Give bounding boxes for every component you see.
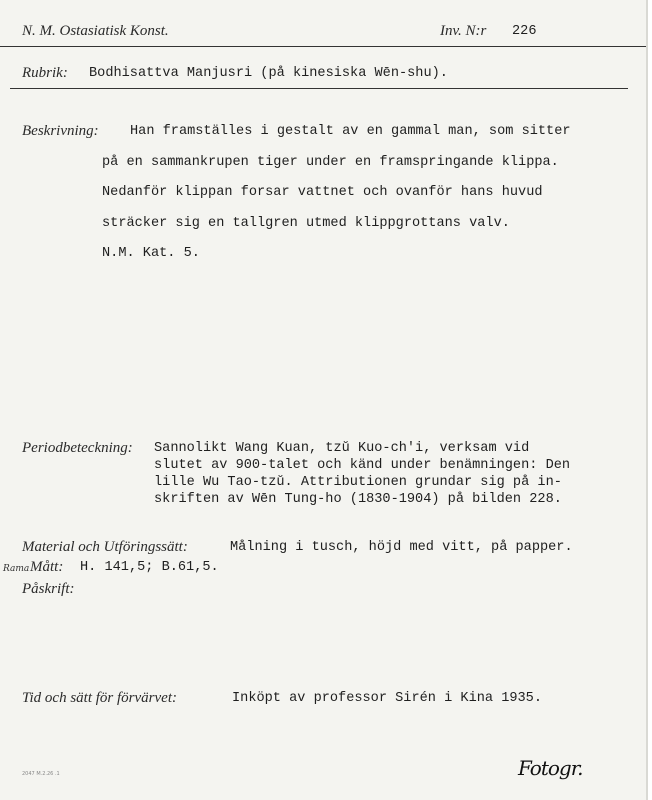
inventory-number: 226	[512, 24, 537, 39]
matt-label: Mått:	[30, 559, 64, 575]
material-value: Målning i tusch, höjd med vitt, på papper.	[230, 540, 573, 555]
acquisition-label: Tid och sätt för förvärvet:	[22, 690, 177, 706]
period-line: slutet av 900-talet och känd under benämningen: Den	[154, 458, 571, 473]
rubrik-value: Bodhisattva Manjusri (på kinesiska Wēn-shu).	[89, 66, 448, 81]
beskrivning-line: Nedanför klippan forsar vattnet och ovanför hans huvud	[102, 185, 543, 200]
period-label: Periodbeteckning:	[22, 440, 133, 456]
inventory-label: Inv. N:r	[440, 23, 487, 39]
material-label: Material och Utföringssätt:	[22, 539, 188, 555]
matt-value: H. 141,5; B.61,5.	[80, 560, 219, 575]
period-line: Sannolikt Wang Kuan, tzŭ Kuo-ch'i, verksam vid	[154, 441, 530, 456]
beskrivning-line: sträcker sig en tallgren utmed klippgrottans valv.	[102, 216, 510, 231]
beskrivning-line: N.M. Kat. 5.	[102, 246, 200, 261]
print-code: 2047 M.2.26 .1	[22, 771, 60, 777]
paskrift-label: Påskrift:	[22, 581, 75, 597]
beskrivning-label: Beskrivning:	[22, 123, 99, 139]
acquisition-value: Inköpt av professor Sirén i Kina 1935.	[232, 691, 542, 706]
period-line: lille Wu Tao-tzŭ. Attributionen grundar sig på in-	[154, 475, 562, 490]
beskrivning-line: Han framställes i gestalt av en gammal man, som sitter	[130, 124, 571, 139]
period-line: skriften av Wēn Tung-ho (1830-1904) på bilden 228.	[154, 492, 562, 507]
photographer-signature: Fotogr.	[518, 756, 583, 780]
beskrivning-line: på en sammankrupen tiger under en framspringande klippa.	[102, 155, 559, 170]
margin-note: Rama	[3, 564, 30, 574]
rubrik-rule	[10, 88, 628, 89]
rubrik-label: Rubrik:	[22, 65, 68, 81]
header-rule	[0, 46, 646, 47]
museum-name: N. M. Ostasiatisk Konst.	[22, 23, 169, 39]
